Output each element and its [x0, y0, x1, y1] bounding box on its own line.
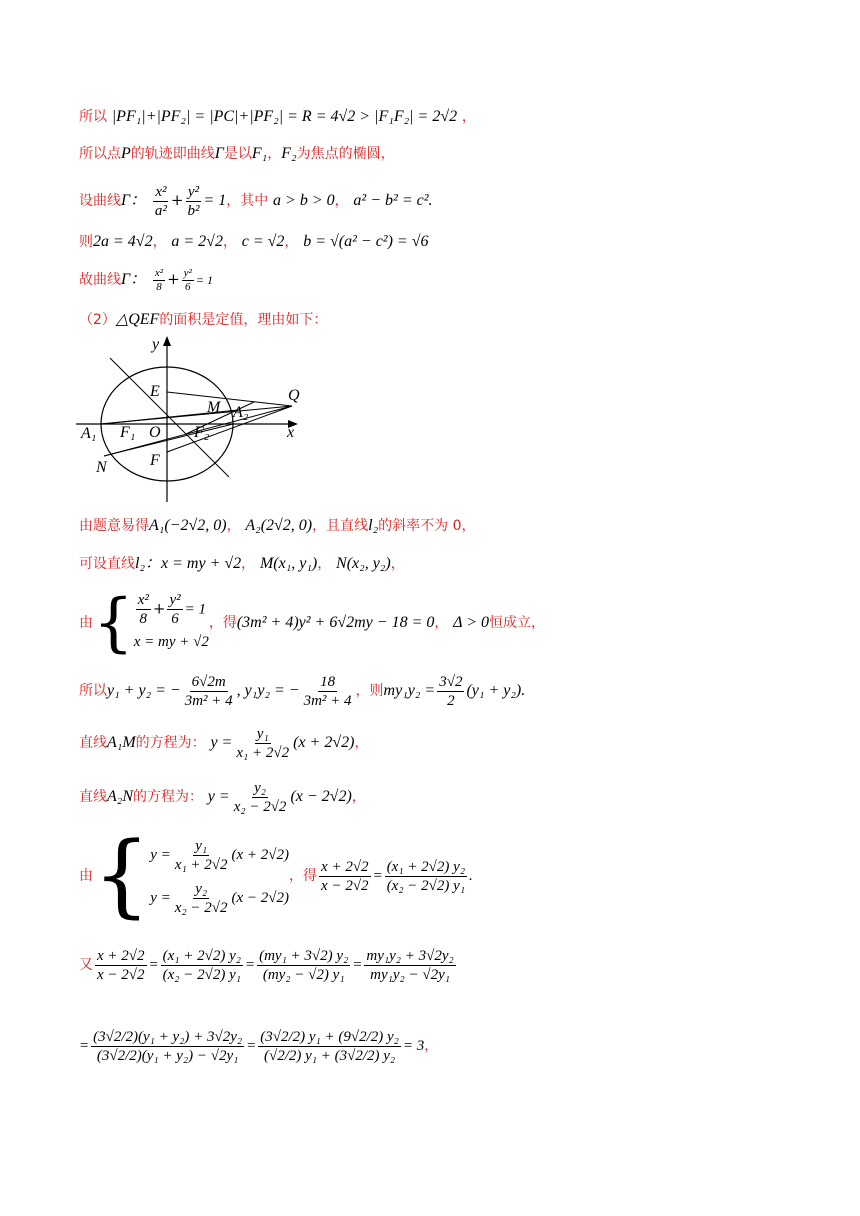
formula: , y₁y₂ = −	[236, 682, 300, 699]
label-F1: F₁	[120, 424, 136, 441]
var: Γ	[214, 145, 224, 162]
var: A₁M	[107, 734, 136, 751]
punct: ，	[317, 556, 332, 572]
line-15: = $\frac{\text{(3√2/2)(y₁ + y₂) + 3√2y₂}}{\text{(3√2/2)(y₁ + y₂) − √2y₁}}$ = $\frac{\text{(3√2/2) y₁ + (9√2/2) y₂}}{\text{(√2/2) y₁ + (3√2/2) y₂}}$ = 3，	[79, 1028, 439, 1064]
denominator: b²	[187, 202, 200, 219]
text: ，得	[208, 615, 237, 631]
var: Γ：	[121, 192, 147, 209]
label-y: y	[152, 336, 160, 353]
punct: ，	[390, 556, 405, 572]
formula: a = 2√2	[171, 233, 223, 250]
numerator: 6√2m	[191, 673, 226, 690]
denominator: x₂ − 2√2	[233, 798, 287, 815]
denominator: 3m² + 4	[184, 692, 233, 709]
label-x: x	[287, 424, 295, 441]
denominator: 6	[185, 280, 191, 293]
formula: = 1	[184, 601, 206, 618]
label-Q: Q	[288, 387, 300, 404]
var: Γ：	[121, 271, 147, 288]
formula: my₁y₂ =	[383, 682, 436, 699]
ellipse-diagram	[76, 336, 306, 502]
numerator: y²	[187, 183, 200, 200]
text: 的方程为：	[135, 735, 206, 751]
denominator: x − 2√2	[97, 966, 145, 983]
punct: ，	[424, 1038, 439, 1054]
label-F: F	[150, 452, 160, 469]
punct: ，	[434, 615, 449, 631]
denominator: x − 2√2	[321, 877, 369, 894]
numerator: y₂	[195, 880, 208, 897]
text: 是以	[223, 146, 252, 162]
numerator: my₁y₂ + 3√2y₂	[366, 947, 454, 964]
fraction	[173, 837, 230, 874]
var: A₂N	[107, 788, 134, 805]
label-N: N	[96, 459, 107, 476]
fraction	[258, 1028, 401, 1065]
line-11	[79, 722, 368, 763]
fraction	[257, 947, 350, 984]
numerator: 18	[320, 673, 336, 690]
fraction	[437, 673, 464, 710]
formula: (3m² + 4)y² + 6√2my − 18 = 0	[236, 614, 435, 631]
denominator: 2	[447, 692, 455, 709]
numerator: 3√2	[439, 673, 463, 690]
formula: x = my + √2	[133, 634, 209, 650]
denominator: 8	[156, 280, 162, 293]
y-arrow	[163, 336, 171, 346]
var: l₂	[368, 517, 379, 534]
numerator: y₁	[256, 725, 269, 742]
text: 又	[79, 957, 93, 973]
line-3: 设曲线Γ： $\frac{\text{x²}}{\text{a²}}$ + $\frac{\text{y²}}{\text{b²}}$ = 1，其中 a > b > 0， a² − b² = c².	[79, 183, 433, 219]
line-2	[79, 143, 395, 164]
label-O: O	[149, 424, 161, 441]
formula: |PF₁|+|PF₂| = |PC|+|PF₂| = R = 4√2 > |F₁F₂| = 2√2	[111, 108, 458, 125]
formula: (x − 2√2)	[231, 890, 290, 906]
numerator: x + 2√2	[321, 858, 369, 875]
label-M: M	[207, 399, 221, 416]
var: F₁	[251, 145, 268, 162]
text: 由	[79, 615, 93, 631]
denominator: (√2/2) y₁ + (3√2/2) y₂	[263, 1047, 396, 1064]
text: ，得	[289, 868, 318, 884]
formula: l₂：x = my + √2	[135, 555, 242, 572]
punct: ，	[354, 735, 369, 751]
denominator: (3√2/2)(y₁ + y₂) − √2y₁	[96, 1047, 239, 1064]
punct: ，	[351, 789, 366, 805]
line-5: 故曲线Γ： $\frac{\text{x²}}{8}$ + $\frac{\text{y²}}{6}$ = 1	[79, 266, 213, 293]
punct: ，	[284, 234, 299, 250]
formula: A₁(−2√2, 0)	[149, 517, 227, 534]
formula: A₂(2√2, 0)	[245, 517, 313, 534]
formula: △QEF	[115, 311, 160, 328]
numerator: y₁	[195, 837, 208, 854]
text: 由题意易得	[79, 518, 149, 534]
formula: (x + 2√2)	[293, 734, 355, 751]
text: 故曲线	[79, 272, 121, 288]
formula: a² − b² = c²	[353, 192, 429, 209]
text: 所以	[79, 109, 107, 125]
text: ，且直线	[312, 518, 369, 534]
fraction	[136, 591, 151, 628]
line-QF	[167, 406, 295, 452]
fraction	[167, 591, 182, 628]
punct: .	[428, 192, 433, 209]
punct: ，	[267, 146, 282, 162]
line-14: 又 $\frac{x + 2√2}{x - 2√2}$ = $\frac{\text{(x₁ + 2√2) y₂}}{\text{(x₂ − 2√2) y₁}}$ = $\frac{\text{(my₁ + 3√2) y₂}}{\text{(my₂ − √2) y₁}}$ = $\frac{\text{my₁y₂ + 3√2y₂}}{\text{my₁y₂ − √2y₁}}$	[79, 947, 454, 983]
left-brace: {	[93, 823, 151, 928]
text: 的方程为：	[133, 789, 204, 805]
formula: (y₁ + y₂).	[466, 682, 526, 699]
denominator: x₂ − 2√2	[174, 899, 228, 916]
line-7	[79, 515, 476, 536]
line-13: 由{ y = $\frac{\text{y₁}}{\text{x₁ + 2√2}}$ (x + 2√2) y = $\frac{\text{y₂}}{\text{x₂ − 2√2}}$ (x − 2√2) ，得 $\frac{x + 2√2}{x - 2√2}$ = $\frac{\text{(x₁ + 2√2) y₂}}{\text{(x₂ − 2√2) y₁}}$ .	[79, 823, 473, 928]
punct: ，	[334, 193, 349, 209]
denominator: (x₂ − 2√2) y₁	[162, 966, 241, 983]
numerator: (x₁ + 2√2) y₂	[386, 858, 466, 875]
formula: c = √2	[241, 233, 285, 250]
formula: Δ > 0	[453, 614, 490, 631]
fraction	[232, 779, 289, 816]
numerator: (x₁ + 2√2) y₂	[162, 947, 241, 964]
numerator: x²	[155, 183, 167, 200]
denominator: 6	[171, 611, 179, 627]
denominator: (x₂ − 2√2) y₁	[386, 877, 466, 894]
line-8	[79, 553, 405, 574]
fraction	[161, 947, 243, 984]
left-brace: {	[93, 586, 134, 660]
fraction	[385, 858, 467, 895]
line-4	[79, 231, 429, 252]
numerator: y²	[169, 592, 181, 608]
formula: = 3	[402, 1038, 425, 1054]
label-F2: F₂	[194, 424, 210, 441]
denominator: 8	[139, 611, 148, 627]
formula: a > b > 0	[273, 192, 335, 209]
numerator: (3√2/2)(y₁ + y₂) + 3√2y₂	[93, 1028, 243, 1045]
numerator: x²	[137, 592, 149, 608]
formula: (x − 2√2)	[290, 788, 352, 805]
formula: (x + 2√2)	[231, 847, 290, 863]
line-6	[79, 309, 327, 330]
text: 恒成立，	[489, 615, 546, 631]
denominator: a²	[154, 202, 167, 219]
text: 直线	[79, 735, 107, 751]
text: 所以点	[79, 146, 121, 162]
label-E: E	[150, 383, 160, 400]
fraction	[319, 858, 371, 895]
numerator: y₂	[254, 779, 266, 796]
line-9	[79, 586, 546, 660]
numerator: x²	[154, 266, 164, 279]
line-12	[79, 776, 366, 817]
denominator: 3m² + 4	[303, 692, 352, 709]
fraction	[182, 267, 194, 294]
text: 由	[79, 868, 93, 884]
denominator: (my₂ − √2) y₁	[262, 966, 345, 983]
line-10	[79, 670, 525, 711]
text: 设曲线	[79, 193, 121, 209]
text: ，其中	[226, 193, 269, 209]
numerator: y²	[183, 266, 192, 279]
formula: b = √(a² − c²) = √6	[303, 233, 429, 250]
fraction	[173, 880, 230, 917]
text: 所以	[79, 683, 107, 699]
fraction	[185, 183, 201, 220]
punct: .	[469, 868, 473, 884]
formula: y =	[207, 788, 230, 805]
var: F₂	[281, 145, 297, 162]
text: 的面积是定值，理由如下：	[159, 312, 328, 328]
text: 的轨迹即曲线	[130, 146, 215, 162]
fraction	[364, 947, 455, 984]
denominator: x₁ + 2√2	[236, 744, 290, 761]
punct: ，	[152, 234, 167, 250]
fraction	[302, 673, 354, 710]
fraction	[153, 267, 165, 294]
numerator: (my₁ + 3√2) y₂	[259, 947, 349, 964]
punct: ，	[241, 556, 256, 572]
punct: ，	[461, 109, 476, 125]
formula: M(x₁, y₁)	[259, 555, 318, 572]
punct: ，	[222, 234, 237, 250]
text: 的斜率不为 0，	[378, 518, 476, 534]
formula: y₁ + y₂ = −	[107, 682, 181, 699]
fraction	[234, 725, 291, 762]
text: （2）	[79, 312, 116, 328]
formula: = 1	[195, 273, 213, 287]
var: P	[121, 145, 131, 162]
numerator: (3√2/2) y₁ + (9√2/2) y₂	[260, 1028, 399, 1045]
fraction	[91, 1028, 244, 1065]
fraction	[153, 183, 169, 220]
text: ，则	[355, 683, 384, 699]
numerator: x + 2√2	[97, 947, 145, 964]
denominator: my₁y₂ − √2y₁	[370, 966, 450, 983]
fraction	[95, 947, 147, 984]
label-A2: A₂	[233, 404, 249, 421]
line-1	[79, 106, 476, 127]
punct: ，	[226, 518, 241, 534]
text: 为焦点的椭圆，	[296, 146, 395, 162]
label-A1: A₁	[81, 425, 97, 442]
formula: 2a = 4√2	[93, 233, 153, 250]
denominator: x₁ + 2√2	[174, 856, 228, 873]
formula: = 1	[203, 192, 227, 209]
formula: N(x₂, y₂)	[336, 555, 391, 572]
fraction	[183, 673, 235, 710]
equation-system: $\frac{\text{x²}}{8}$ + $\frac{\text{y²}}{6}$ = 1 x = my + √2	[133, 592, 209, 650]
text: 直线	[79, 789, 107, 805]
formula: y =	[210, 734, 233, 751]
equation-system: y = $\frac{\text{y₁}}{\text{x₁ + 2√2}}$ (x + 2√2) y = $\frac{\text{y₂}}{\text{x₂ − 2√2}}$ (x − 2√2)	[150, 837, 290, 916]
text: 可设直线	[79, 556, 135, 572]
text: 则	[79, 234, 93, 250]
